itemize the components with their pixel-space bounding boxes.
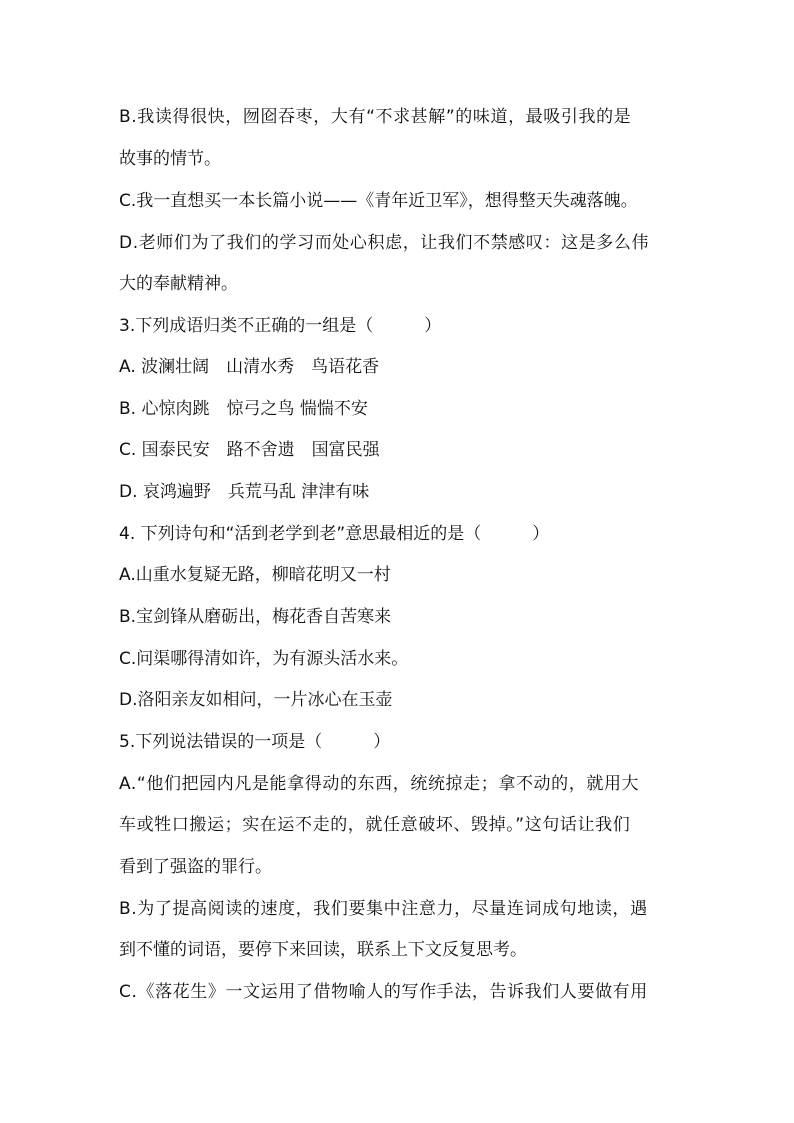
- question-3-option-c: C. 国泰民安 路不舍遗 国富民强: [119, 440, 380, 460]
- question-4-option-d: D.洛阳亲友如相问，一片冰心在玉壶: [119, 690, 393, 710]
- question-4-option-b: B.宝剑锋从磨砺出，梅花香自苦寒来: [119, 607, 392, 627]
- question-5-option-a-line-2: 车或牲口搬运；实在运不走的，就任意破坏、毁掉。”这句话让我们: [119, 815, 631, 835]
- question-5-option-b-line-2: 到不懂的词语，要停下来回读，联系上下文反复思考。: [119, 940, 527, 960]
- question-4-option-a: A.山重水复疑无路，柳暗花明又一村: [119, 565, 391, 585]
- question-5-stem: 5.下列说法错误的一项是（ ）: [119, 732, 391, 752]
- question-3-option-a: A. 波澜壮阔 山清水秀 鸟语花香: [119, 357, 380, 377]
- question-4-option-c: C.问渠哪得清如许，为有源头活水来。: [119, 649, 409, 669]
- question-4-stem: 4. 下列诗句和“活到老学到老”意思最相近的是（ ）: [119, 524, 550, 544]
- question-5-option-a-line-1: A.“他们把园内凡是能拿得动的东西，统统掠走；拿不动的，就用大: [119, 774, 640, 794]
- question-5-option-a-line-3: 看到了强盗的罪行。: [119, 857, 272, 877]
- question-3-option-d: D. 哀鸿遍野 兵荒马乱 津津有味: [119, 482, 370, 502]
- option-d-line-2: 大的奉献精神。: [119, 274, 238, 294]
- question-5-option-b-line-1: B.为了提高阅读的速度，我们要集中注意力，尽量连词成句地读，遇: [119, 899, 648, 919]
- option-d-line-1: D.老师们为了我们的学习而处心积虑，让我们不禁感叹：这是多么伟: [119, 233, 650, 253]
- option-b-line-1: B.我读得很快，囫囵吞枣，大有“不求甚解”的味道，最吸引我的是: [119, 107, 632, 127]
- option-c-line: C.我一直想买一本长篇小说——《青年近卫军》，想得整天失魂落魄。: [119, 191, 638, 211]
- option-b-line-2: 故事的情节。: [119, 149, 221, 169]
- question-3-stem: 3.下列成语归类不正确的一组是（ ）: [119, 316, 442, 336]
- question-3-option-b: B. 心惊肉跳 惊弓之鸟 惴惴不安: [119, 399, 368, 419]
- question-5-option-c-line-1: C.《落花生》一文运用了借物喻人的写作手法，告诉我们人要做有用: [119, 982, 648, 1002]
